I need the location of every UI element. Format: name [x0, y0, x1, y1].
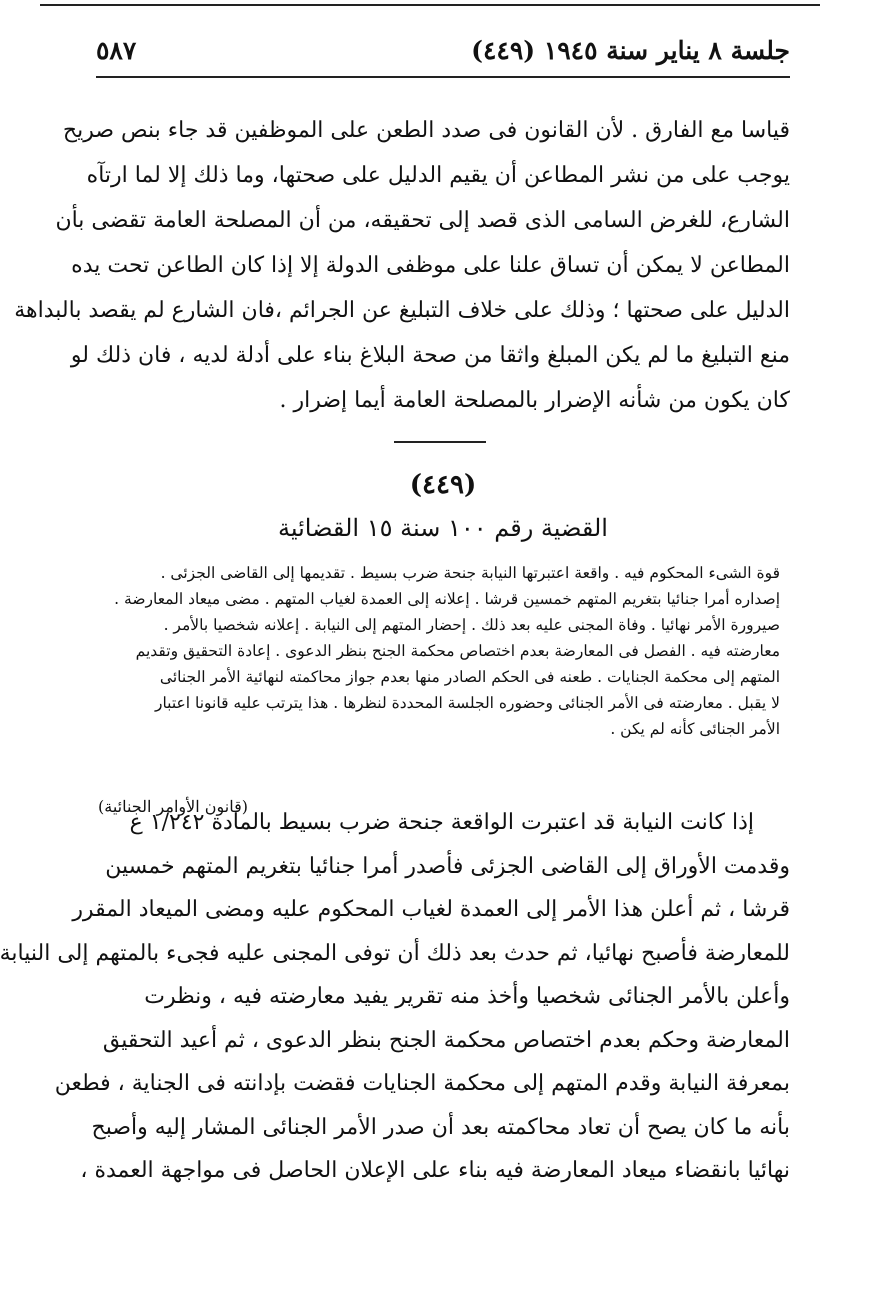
text-line: بمعرفة النيابة وقدم المتهم إلى محكمة الجنايات فقضت بإدانته فى الجناية ، فطعن — [54, 1071, 790, 1096]
summary-line: الأمر الجنائى كأنه لم يكن . — [610, 720, 780, 738]
summary-line: قوة الشىء المحكوم فيه . واقعة اعتبرتها النيابة جنحة ضرب بسيط . تقديمها إلى القاضى الجزئى . — [160, 564, 780, 582]
text-line: المعارضة وحكم بعدم اختصاص محكمة الجنح بنظر الدعوى ، ثم أعيد التحقيق — [102, 1027, 790, 1053]
text-line: الشارع، للغرض السامى الذى قصد إلى تحقيقه، من أن المصلحة العامة تقضى بأن — [55, 208, 790, 233]
text-line: قياسا مع الفارق . لأن القانون فى صدد الطعن على الموظفين قد جاء بنص صريح — [62, 118, 790, 143]
page-number: ٥٨٧ — [96, 35, 137, 65]
case-body-text — [0, 801, 790, 1193]
text-line: الدليل على صحتها ؛ وذلك على خلاف التبليغ عن الجرائم ،فان الشارع لم يقصد بالبداهة — [14, 298, 790, 323]
text-line: منع التبليغ ما لم يكن المبلغ واثقا من صحة البلاغ بناء على أدلة لديه ، فان ذلك لو — [70, 343, 790, 368]
text-line: وقدمت الأوراق إلى القاضى الجزئى فأصدر أمرا جنائيا بتغريم المتهم خمسين — [105, 853, 790, 879]
case-title: القضية رقم ١٠٠ سنة ١٥ القضائية — [278, 514, 608, 542]
summary-line: معارضته فيه . الفصل فى المعارضة بعدم اختصاص محكمة الجنح بنظر الدعوى . إعادة التحقيق وتقديم — [135, 642, 780, 660]
text-line: إذا كانت النيابة قد اعتبرت الواقعة جنحة ضرب بسيط بالمادة ١/٢٤٢ ع — [129, 810, 754, 835]
text-line: المطاعن لا يمكن أن تساق علنا على موظفى الدولة إلا إذا كان الطاعن تحت يده — [71, 253, 790, 278]
section-divider — [394, 441, 486, 443]
previous-case-text — [14, 108, 790, 423]
case-summary — [98, 560, 780, 816]
text-line: كان يكون من شأنه الإضرار بالمصلحة العامة أيما إضرار . — [279, 388, 790, 413]
session-title: جلسة ٨ يناير سنة ١٩٤٥ (٤٤٩) — [471, 35, 790, 65]
top-edge-rule — [40, 4, 820, 6]
summary-line: لا يقبل . معارضته فى الأمر الجنائى وحضوره الجلسة المحددة لنظرها . هذا يترتب عليه قانونا اعتبار — [154, 694, 780, 712]
case-number: (٤٤٩) — [409, 470, 477, 500]
text-line: قرشا ، ثم أعلن هذا الأمر إلى العمدة لغياب المحكوم عليه ومضى الميعاد المقرر — [72, 897, 790, 922]
summary-line: المتهم إلى محكمة الجنايات . طعنه فى الحكم الصادر منها بعدم جواز محاكمته لنهائية الأمر الجنائى — [159, 668, 780, 686]
text-line: نهائيا بانقضاء ميعاد المعارضة فيه بناء على الإعلان الحاصل فى مواجهة العمدة ، — [80, 1158, 790, 1183]
text-line: يوجب على من نشر المطاعن أن يقيم الدليل على صحتها، وما ذلك إلا لما ارتآه — [86, 163, 790, 188]
text-line: للمعارضة فأصبح نهائيا، ثم حدث بعد ذلك أن توفى المجنى عليه فجىء بالمتهم إلى النيابة — [0, 940, 790, 966]
legal-reference: (قانون الأوامر الجنائية) — [98, 797, 248, 816]
summary-line: إصداره أمرا جنائيا بتغريم المتهم خمسين قرشا . إعلانه إلى العمدة لغياب المتهم . مضى ميعاد المعارضة . — [114, 590, 780, 608]
header-rule — [96, 76, 790, 78]
text-line: بأنه ما كان يصح أن تعاد محاكمته بعد أن صدر الأمر الجنائى المشار إليه وأصبح — [91, 1114, 790, 1140]
text-line: وأعلن بالأمر الجنائى شخصيا وأخذ منه تقرير يفيد معارضته فيه ، ونظرت — [144, 984, 790, 1009]
summary-line: صيرورة الأمر نهائيا . وفاة المجنى عليه بعد ذلك . إحضار المتهم إلى النيابة . إعلانه شخصيا بالأمر . — [163, 616, 780, 634]
page-header — [96, 30, 790, 70]
